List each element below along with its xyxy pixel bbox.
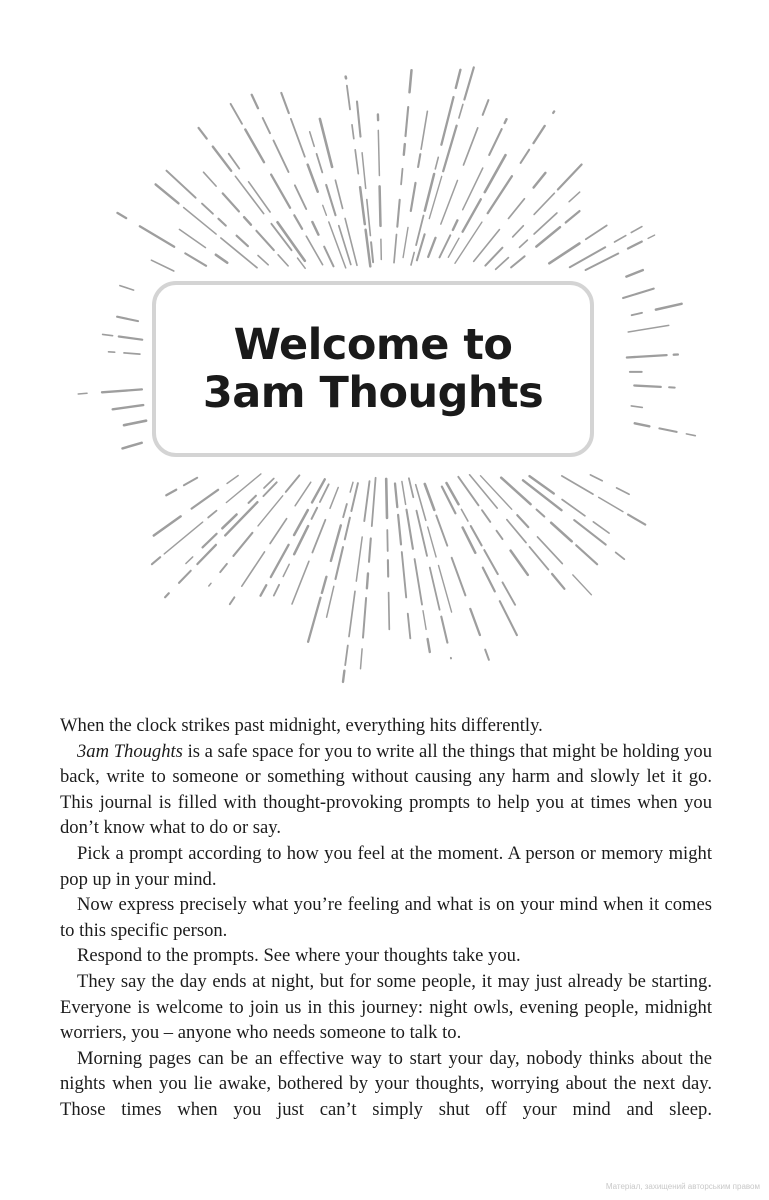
ray-dash — [291, 119, 305, 157]
ray-dash — [530, 476, 554, 493]
ray-dash — [335, 180, 342, 208]
ray-dash — [343, 671, 344, 682]
ray-dash — [537, 510, 545, 517]
ray-dash — [220, 564, 227, 572]
ray-dash — [464, 128, 478, 165]
paragraph-4: Now express precisely what you’re feeling and what is on your mind when it comes to this specific person. — [60, 894, 712, 941]
ray-dash — [295, 185, 306, 209]
ray-dash — [223, 193, 239, 211]
ray-dash — [534, 193, 554, 214]
ray-dash — [343, 504, 347, 517]
ray-dash — [347, 86, 350, 110]
ray-dash — [256, 231, 273, 250]
ray-dash — [367, 573, 368, 588]
ray-dash — [517, 515, 528, 527]
ray-dash — [627, 355, 667, 357]
ray-dash — [361, 649, 363, 669]
ray-dash — [628, 325, 669, 332]
ray-dash — [317, 154, 323, 173]
ray-dash — [380, 186, 381, 226]
ray-dash — [534, 126, 545, 143]
ray-dash — [152, 557, 160, 564]
ray-dash — [278, 255, 288, 266]
ray-dash — [459, 104, 463, 118]
ray-dash — [233, 533, 252, 556]
ray-dash — [497, 531, 503, 539]
ray-dash — [186, 557, 193, 564]
ray-dash — [656, 304, 682, 310]
ray-dash — [154, 516, 181, 535]
ray-dash — [428, 639, 430, 652]
ray-dash — [263, 118, 270, 133]
title-line-2: 3am Thoughts — [202, 368, 544, 418]
ray-dash — [113, 405, 144, 409]
ray-dash — [372, 478, 376, 526]
ray-dash — [202, 204, 213, 214]
ray-dash — [436, 516, 447, 546]
ray-dash — [410, 70, 412, 92]
ray-dash — [648, 235, 655, 238]
ray-dash — [509, 199, 525, 219]
ray-dash — [245, 130, 264, 163]
ray-dash — [500, 601, 517, 635]
ray-dash — [270, 519, 287, 544]
ray-dash — [345, 646, 348, 666]
paragraph-3: Pick a prompt according to how you feel at the moment. A person or memory might pop up in your mind. — [60, 842, 712, 890]
ray-dash — [326, 185, 335, 215]
ray-dash — [281, 93, 289, 113]
ray-dash — [441, 617, 447, 643]
ray-dash — [261, 585, 267, 596]
ray-dash — [320, 119, 332, 167]
paragraph-5: Respond to the prompts. See where your thoughts take you. — [77, 945, 521, 967]
ray-dash — [295, 482, 311, 506]
ray-dash — [428, 238, 435, 257]
ray-dash — [536, 227, 560, 246]
ray-dash — [484, 550, 498, 574]
ray-dash — [461, 509, 468, 521]
ray-dash — [593, 522, 609, 533]
ray-dash — [242, 552, 265, 586]
ray-dash — [430, 568, 440, 610]
ray-dash — [496, 258, 509, 270]
ray-dash — [408, 614, 411, 639]
ray-dash — [231, 104, 242, 124]
ray-dash — [505, 119, 507, 123]
ray-dash — [357, 102, 361, 137]
ray-dash — [124, 353, 140, 354]
ray-dash — [352, 125, 354, 139]
ray-dash — [406, 107, 409, 136]
ray-dash — [394, 235, 397, 263]
ray-dash — [263, 482, 276, 496]
ray-dash — [324, 247, 333, 267]
ray-dash — [258, 256, 268, 265]
ray-dash — [345, 218, 357, 265]
ray-dash — [164, 522, 203, 554]
ray-dash — [308, 165, 318, 192]
ray-dash — [573, 575, 592, 595]
ray-dash — [216, 255, 227, 263]
ray-dash — [456, 70, 461, 88]
title-line-1: Welcome to — [233, 320, 513, 370]
ray-dash — [397, 200, 399, 227]
ray-dash — [511, 551, 528, 575]
ray-dash — [286, 475, 300, 492]
ray-dash — [167, 171, 196, 198]
ray-dash — [252, 95, 258, 108]
ray-dash — [483, 568, 495, 592]
ray-dash — [179, 571, 191, 583]
ray-dash — [274, 141, 289, 173]
ray-dash — [632, 313, 642, 315]
ray-dash — [440, 235, 451, 257]
ray-dash — [534, 173, 546, 188]
ray-dash — [616, 552, 625, 559]
copyright-watermark: Матеріал, захищений авторським правом — [605, 1182, 760, 1191]
ray-dash — [407, 510, 413, 549]
ray-dash — [513, 226, 524, 237]
paragraph-2 — [60, 739, 712, 841]
ray-dash — [310, 132, 315, 147]
ray-dash — [425, 484, 435, 510]
ray-dash — [386, 479, 387, 518]
ray-dash — [586, 226, 607, 240]
ray-dash — [576, 545, 597, 564]
ray-dash — [626, 270, 642, 277]
ray-dash — [474, 230, 500, 262]
ray-dash — [349, 591, 355, 636]
ray-dash — [378, 130, 379, 175]
body-text — [60, 713, 712, 1123]
ray-dash — [617, 488, 630, 494]
paragraph-2-text: is a safe space for you to write all the things that might be holding you back, write to someone or something without causing any harm and slowly let it go. This journal is filled with thought-provoking prompts to help you at times when you don’t know what to do or say. — [60, 740, 712, 839]
ray-dash — [78, 393, 87, 394]
ray-dash — [566, 211, 580, 222]
ray-dash — [520, 240, 528, 247]
ray-dash — [574, 520, 606, 545]
ray-dash — [244, 217, 251, 225]
ray-dash — [402, 552, 406, 597]
ray-dash — [350, 482, 353, 492]
ray-dash — [330, 488, 338, 509]
ray-dash — [179, 229, 205, 247]
ray-dash — [292, 561, 309, 604]
title-box — [152, 281, 594, 457]
ray-dash — [323, 205, 327, 215]
ray-dash — [199, 128, 207, 139]
ray-dash — [360, 187, 365, 224]
ray-dash — [389, 593, 390, 630]
ray-dash — [312, 520, 325, 553]
ray-dash — [551, 523, 572, 542]
ray-dash — [117, 317, 138, 321]
ray-dash — [271, 175, 290, 208]
ray-dash — [204, 172, 217, 186]
ray-dash — [103, 334, 113, 335]
ray-dash — [562, 500, 585, 516]
ray-dash — [590, 475, 602, 481]
ray-dash — [208, 511, 216, 518]
ray-dash — [441, 180, 458, 224]
ray-dash — [402, 482, 406, 505]
ray-dash — [423, 611, 426, 630]
ray-dash — [448, 238, 459, 257]
ray-dash — [409, 478, 413, 497]
ray-dash — [227, 476, 238, 484]
ray-dash — [258, 496, 283, 526]
ray-dash — [428, 527, 436, 557]
ray-dash — [485, 248, 502, 266]
ray-dash — [411, 253, 414, 266]
ray-dash — [435, 157, 438, 169]
ray-dash — [274, 585, 279, 596]
ray-dash — [398, 515, 401, 545]
ray-dash — [395, 484, 397, 508]
ray-dash — [634, 386, 660, 387]
ray-dash — [470, 609, 480, 635]
ray-dash — [631, 406, 642, 408]
ray-dash — [403, 228, 408, 258]
ray-dash — [485, 650, 489, 660]
ray-dash — [209, 583, 211, 586]
ray-dash — [322, 577, 327, 593]
ray-dash — [521, 150, 530, 163]
ray-dash — [453, 220, 458, 230]
ray-dash — [549, 244, 579, 264]
ray-dash — [308, 598, 320, 642]
ray-dash — [485, 155, 506, 192]
paragraph-6: They say the day ends at night, but for some people, it may just already be starting. Everyone is welcome to join us in this journey: night owls, evening people, midnight worriers, you – anyone who needs someone to talk to. — [60, 970, 712, 1044]
ray-dash — [507, 520, 526, 543]
ray-dash — [553, 111, 554, 113]
ray-dash — [562, 476, 593, 494]
paragraph-1: When the clock strikes past midnight, everything hits differently. — [60, 715, 543, 736]
ray-dash — [166, 490, 176, 496]
ray-dash — [415, 559, 422, 604]
ray-dash — [218, 219, 225, 226]
ray-dash — [184, 478, 197, 486]
ray-dash — [569, 192, 580, 202]
ray-dash — [482, 510, 490, 522]
ray-dash — [489, 129, 502, 155]
ray-dash — [226, 474, 261, 503]
ray-dash — [120, 286, 134, 291]
ray-dash — [185, 253, 206, 265]
ray-dash — [599, 497, 623, 511]
ray-dash — [615, 236, 626, 242]
ray-dash — [123, 443, 142, 449]
ray-dash — [283, 564, 289, 576]
ray-dash — [411, 183, 416, 211]
ray-dash — [686, 434, 695, 436]
ray-dash — [165, 593, 169, 597]
ray-dash — [628, 515, 645, 525]
ray-dash — [355, 150, 358, 174]
ray-dash — [623, 289, 654, 298]
ray-dash — [151, 260, 173, 271]
ray-dash — [102, 389, 142, 392]
ray-dash — [418, 154, 420, 167]
ray-dash — [230, 597, 235, 604]
ray-dash — [229, 154, 240, 169]
ray-dash — [192, 490, 219, 509]
ray-dash — [249, 496, 256, 503]
book-title-italic: 3am Thoughts — [77, 740, 183, 762]
ray-dash — [345, 518, 350, 540]
ray-dash — [367, 200, 371, 236]
ray-dash — [558, 165, 582, 190]
ray-dash — [356, 537, 362, 581]
ray-dash — [363, 598, 366, 638]
ray-dash — [312, 508, 318, 519]
ray-dash — [421, 111, 427, 149]
ray-dash — [659, 428, 676, 432]
ray-dash — [503, 582, 516, 604]
ray-dash — [124, 421, 146, 426]
ray-dash — [471, 526, 482, 545]
ray-dash — [331, 525, 341, 561]
ray-dash — [530, 547, 549, 570]
ray-dash — [294, 215, 302, 229]
ray-dash — [452, 558, 466, 596]
ray-dash — [306, 236, 322, 265]
ray-dash — [631, 227, 642, 233]
paragraph-7: Morning pages can be an effective way to start your day, nobody thinks about the nights when you lie awake, bothered by your thoughts, worrying about the next day. Those times when you just can’t simply shut off your mind and sleep. — [60, 1047, 712, 1120]
ray-dash — [570, 247, 605, 267]
ray-dash — [404, 144, 405, 155]
ray-dash — [351, 483, 358, 511]
ray-dash — [312, 479, 325, 502]
ray-dash — [140, 226, 174, 247]
ray-dash — [119, 337, 142, 340]
ray-dash — [371, 242, 373, 262]
ray-dash — [369, 538, 371, 561]
ray-dash — [439, 566, 452, 613]
ray-dash — [483, 100, 489, 115]
ray-dash — [237, 236, 248, 246]
ray-dash — [401, 169, 402, 185]
ray-dash — [225, 502, 257, 535]
ray-dash — [464, 67, 473, 99]
ray-dash — [534, 213, 557, 234]
ray-dash — [635, 423, 650, 426]
ray-dash — [327, 586, 334, 617]
ray-dash — [628, 242, 642, 249]
ray-dash — [364, 481, 369, 521]
ray-dash — [442, 487, 456, 514]
ray-dash — [312, 222, 318, 235]
ray-dash — [441, 97, 453, 145]
ray-dash — [197, 545, 216, 564]
ray-dash — [213, 147, 231, 171]
ray-dash — [336, 547, 344, 579]
ray-dash — [511, 256, 524, 267]
ray-dash — [117, 213, 126, 218]
ray-dash — [156, 184, 179, 203]
ray-dash — [362, 153, 366, 189]
ray-dash — [552, 574, 564, 589]
